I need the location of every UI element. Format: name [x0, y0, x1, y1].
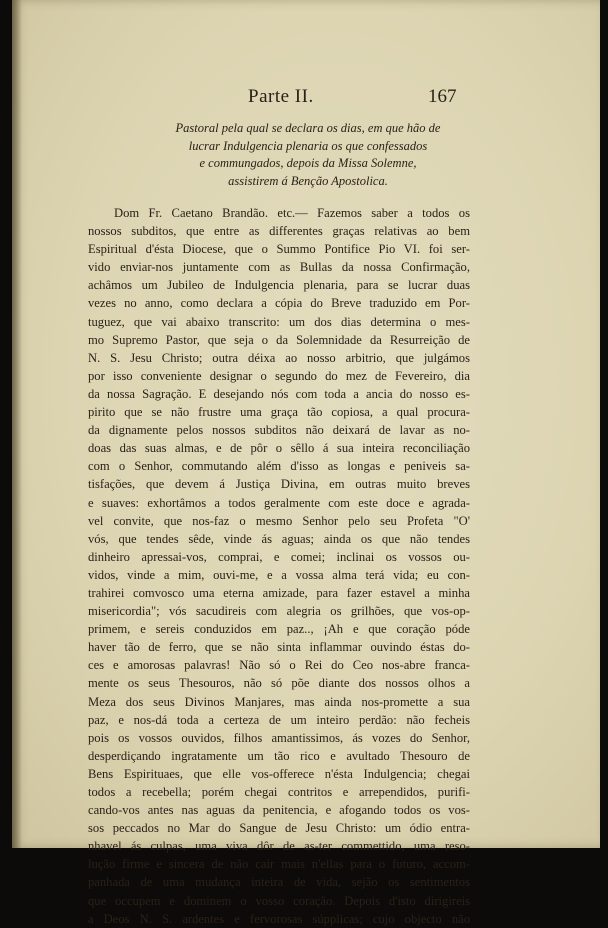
text-line: lução firme e sincera de não cair mais n'ellas para o futuro, accom- — [88, 857, 470, 872]
text-line: haver tão de ferro, que se não sinta inflammar ouvindo éstas do- — [88, 640, 470, 655]
body-text — [88, 204, 470, 928]
title-line: assistirem á Benção Apostolica. — [228, 173, 388, 188]
running-head — [90, 86, 590, 116]
text-line: a Deos N. S. ardentes e fervorosas súpplicas; cujo objecto não — [88, 911, 470, 926]
text-line: vidos, vinde a mim, ouvi-me, e a vossa alma terá vida; eu con- — [88, 567, 470, 582]
text-line: da nossa Sagração. E desejando nós com toda a ancia do nosso es- — [88, 386, 470, 401]
text-line: achâmos um Jubileo de Indulgencia plenaria, para se lucrar duas — [88, 278, 470, 293]
text-line: com o Senhor, commutando além d'isso as longas e peniveis sa- — [88, 459, 470, 474]
text-line: que occupem e dominem o vosso coração. Depois d'isto dirigireis — [88, 893, 470, 908]
text-line: vido enviar-nos juntamente com as Bullas da nossa Confirmação, — [88, 260, 470, 275]
text-line: tisfações, que devem á Justiça Divina, em outras muito breves — [88, 477, 470, 492]
text-line: doas das suas almas, e de pôr o sêllo á sua inteira reconciliação — [88, 441, 470, 456]
text-line: ces e amorosas palavras! Não só o Rei do Ceo nos-abre franca- — [88, 658, 470, 673]
part-heading: Parte II. — [248, 86, 314, 107]
text-line: vezes no anno, como declara a cópia do Breve traduzido em Por- — [88, 296, 470, 311]
text-line: nossos subditos, que entre as differentes graças relativas ao bem — [88, 224, 470, 239]
pastoral-title — [96, 120, 520, 190]
text-line: Bens Espirituaes, que elle vos-offerece n'ésta Indulgencia; chegai — [88, 766, 470, 781]
text-line: Dom Fr. Caetano Brandão. etc.— Fazemos saber a todos os — [114, 206, 470, 220]
text-line: dinheiro apressai-vos, comprai, e comei; inclinai os vossos ou- — [88, 549, 470, 564]
page-gutter-shadow — [12, 0, 22, 848]
text-line: e suaves: exhortâmos a todos geralmente com este doce e agrada- — [88, 495, 470, 510]
page-number: 167 — [428, 86, 457, 107]
title-line: Pastoral pela qual se declara os dias, em que hão de — [175, 121, 441, 135]
title-line: e commungados, depois da Missa Solemne, — [199, 156, 417, 170]
text-line: Espiritual d'ésta Diocese, que o Summo Pontifice Pio VI. foi ser- — [88, 242, 470, 257]
text-line: pirito que se não frustre uma graça tão copiosa, a qual procura- — [88, 405, 470, 420]
text-line: misericordia"; vós sacudireis com alegria os grilhões, que vos-op- — [88, 604, 470, 619]
text-line: N. S. Jesu Christo; outra déixa ao nosso arbitrio, que julgámos — [88, 350, 470, 365]
text-line: vós, que tendes sêde, vinde ás aguas; ainda os que não tendes — [88, 531, 470, 546]
text-line: panhada de uma mudança inteira de vida, sejão os sentimentos — [88, 875, 470, 890]
text-line: mo Supremo Pastor, que seja o da Solemnidade da Resurreição de — [88, 332, 470, 347]
text-line: mente os seus Thesouros, não só põe diante dos nossos olhos a — [88, 676, 470, 691]
text-line: paz, e nos-dá toda a certeza de um inteiro perdão: não fecheis — [88, 712, 470, 727]
text-line: cando-vos antes nas aguas da penitencia, e afogando todos os vos- — [88, 803, 470, 818]
text-line: primem, e sereis conduzidos em paz.., ¡Ah e que coração póde — [88, 622, 470, 637]
text-line: vel convite, que nos-faz o mesmo Senhor pelo seu Profeta "O' — [88, 513, 470, 528]
text-line: pois os vossos ouvidos, filhos amantissimos, ás vozes do Senhor, — [88, 730, 470, 745]
text-line: tuguez, que vai abaixo transcrito: um dos dias determina o mes- — [88, 314, 470, 329]
text-line: por isso conveniente designar o segundo do mez de Fevereiro, dia — [88, 368, 470, 383]
text-line: desperdiçando ingratamente um tão rico e avultado Thesouro de — [88, 748, 470, 763]
text-line: nhavel ás culpas, uma viva dôr de as-ter commettido, uma reso- — [88, 839, 470, 854]
text-line: todos a recebella; porém chegai contritos e arrependidos, purifi- — [88, 785, 470, 799]
text-line: Meza dos seus Divinos Manjares, mas ainda nos-promette a sua — [88, 694, 470, 709]
text-line: da dignamente pelos nossos subditos não deixará de lavar as no- — [88, 423, 470, 438]
text-line: sos peccados no Mar do Sangue de Jesu Christo: um ódio entra- — [88, 821, 470, 836]
title-line: lucrar Indulgencia plenaria os que confessados — [188, 138, 428, 153]
text-line: trahirei comvosco uma eterna amizade, para fazer estavel a minha — [88, 585, 470, 600]
